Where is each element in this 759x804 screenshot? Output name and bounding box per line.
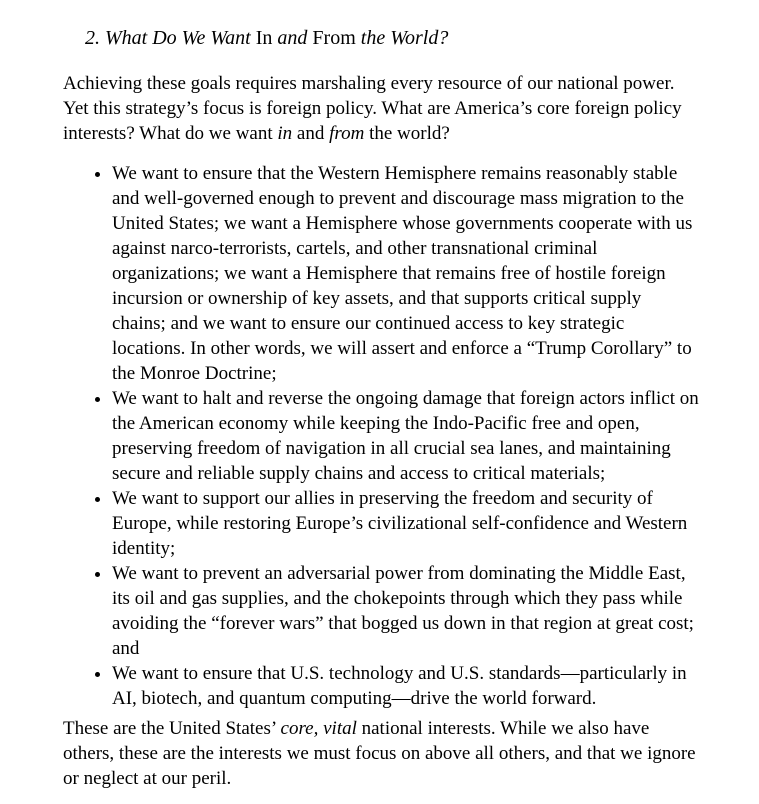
text-run: Achieving these goals requires marshaling every resource of our national power. Yet this strategy’s focus is foreign policy. What are America’s core foreign policy interests? What do we want xyxy=(63,73,682,144)
text-run: In xyxy=(255,27,278,49)
text-run: We want to support our allies in preserving the freedom and security of Europe, while restoring Europe’s civilizational self-confidence and Western identity; xyxy=(112,488,688,559)
emphasis-text: from xyxy=(329,123,365,144)
interest-item-middle-east xyxy=(112,561,699,661)
emphasis-text: core, vital xyxy=(280,718,357,739)
emphasis-text: in xyxy=(277,123,293,144)
emphasis-text: and xyxy=(277,27,313,49)
text-run: From xyxy=(312,27,361,49)
emphasis-text: the World? xyxy=(360,27,449,49)
emphasis-text: 2. What Do We Want xyxy=(85,27,256,49)
intro-paragraph xyxy=(63,71,699,146)
interest-item-europe xyxy=(112,486,699,561)
section-heading xyxy=(85,26,699,51)
interest-item-western-hemisphere xyxy=(112,161,699,386)
interest-item-economy-indo-pacific xyxy=(112,386,699,486)
text-run: the world? xyxy=(364,123,450,144)
interest-item-technology xyxy=(112,661,699,711)
text-run: We want to halt and reverse the ongoing damage that foreign actors inflict on the American economy while keeping the Indo-Pacific free and open, preserving freedom of navigation in all crucial sea lanes, and maintaining secure and reliable supply chains and access to critical materials; xyxy=(112,388,699,484)
text-run: We want to ensure that U.S. technology and U.S. standards—particularly in AI, biotech, and quantum computing—drive the world forward. xyxy=(112,663,687,709)
interests-list xyxy=(63,161,699,711)
text-run: and xyxy=(292,123,330,144)
closing-paragraph xyxy=(63,716,699,791)
text-run: These are the United States’ xyxy=(63,718,281,739)
text-run: We want to ensure that the Western Hemisphere remains reasonably stable and well-governed enough to prevent and discourage mass migration to the United States; we want a Hemisphere whose governments cooperate with us against narco-terrorists, cartels, and other transnational criminal organizations; we want a Hemisphere that remains free of hostile foreign incursion or ownership of key assets, and that supports critical supply chains; and we want to ensure our continued access to key strategic locations. In other words, we will assert and enforce a “Trump Corollary” to the Monroe Doctrine; xyxy=(112,163,693,384)
text-run: national interests. While we also have others, these are the interests we must focus on above all others, and that we ignore or neglect at our peril. xyxy=(63,718,696,789)
text-run: We want to prevent an adversarial power from dominating the Middle East, its oil and gas supplies, and the chokepoints through which they pass while avoiding the “forever wars” that bogged us down in that region at great cost; and xyxy=(112,563,694,659)
